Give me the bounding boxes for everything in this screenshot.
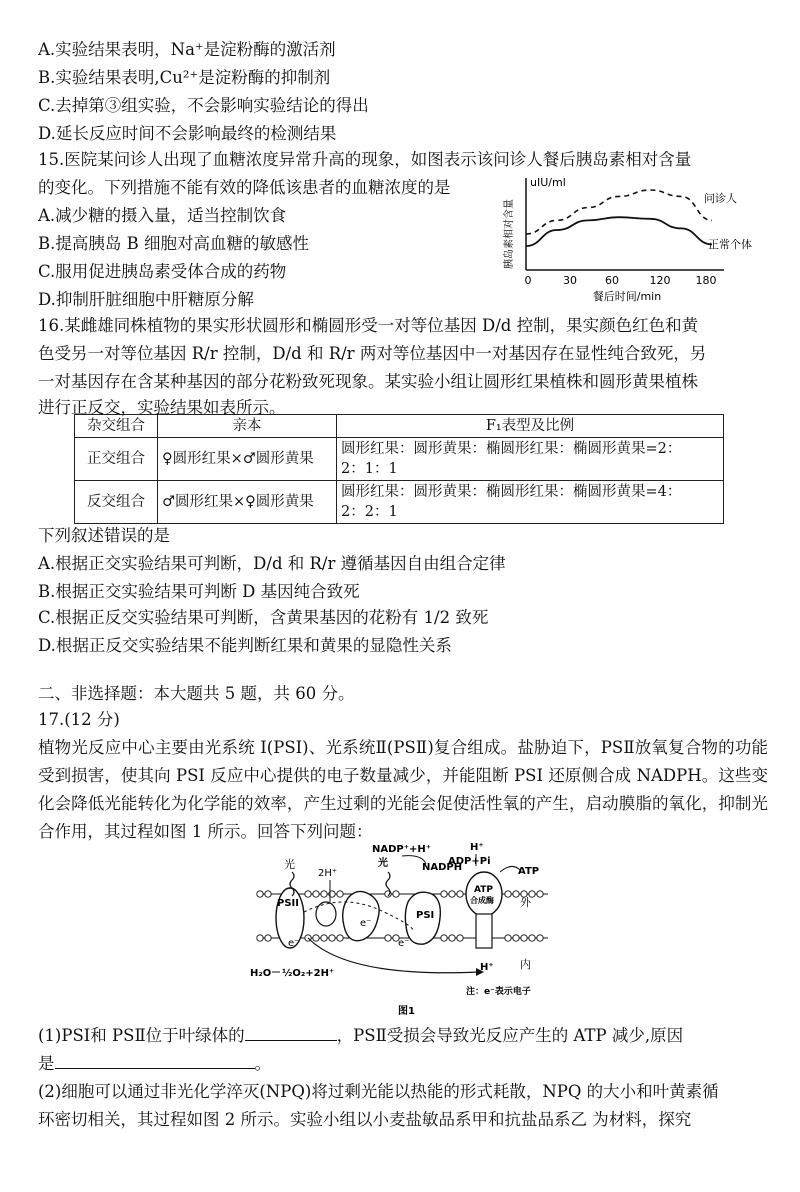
lipid-head	[449, 891, 455, 897]
q16-prompt: 下列叙述错误的是	[38, 526, 170, 545]
lipid-head	[521, 935, 527, 941]
table-header: 亲本	[158, 415, 337, 438]
table-cell-parents: ♂圆形红果×♀圆形黄果	[158, 481, 337, 524]
q17-1-text-b: ，PSⅡ受损会导致光反应产生的 ATP 减少,原因	[336, 1026, 684, 1045]
lipid-head	[441, 935, 447, 941]
figure-note: 注：e⁻表示电子	[466, 987, 531, 997]
nadp-label: NADP⁺+H⁺	[372, 844, 432, 855]
hplus-top-label: H⁺	[470, 842, 484, 853]
lipid-head	[265, 935, 271, 941]
plastoquinone	[316, 902, 336, 926]
q14-option-a: A.实验结果表明，Na⁺是淀粉酶的激活剂	[38, 40, 336, 59]
result-line: 圆形红果：圆形黄果：椭圆形红果：椭圆形黄果=4：	[341, 484, 682, 500]
adp-label: ADP+Pi	[448, 856, 491, 867]
legend-patient: 问诊人	[704, 192, 737, 205]
psi-label: PSI	[416, 910, 435, 921]
x-tick-label: 180	[695, 274, 717, 287]
chart-ylabel: 胰岛素相对含量	[504, 199, 515, 269]
q17-part2-line2: 环密切相关，其过程如图 2 所示。实验小组以小麦盐敏品系甲和抗盐品系乙 为材料，探究	[38, 1110, 692, 1129]
lipid-head	[313, 891, 319, 897]
q16-option-c: C.根据正反交实验结果可判断，含黄果基因的花粉有 1/2 致死	[38, 608, 489, 627]
lipid-head	[313, 935, 319, 941]
lipid-head	[257, 891, 263, 897]
q16-stem-line4: 进行正反交，实验结果如表所示。	[38, 398, 286, 417]
result-line: 2：1：1	[341, 461, 398, 477]
inner-label: 内	[520, 958, 531, 971]
lipid-head	[529, 935, 535, 941]
answer-blank-1[interactable]	[245, 1022, 337, 1041]
x-tick-label: 60	[605, 274, 619, 287]
table-cell-result	[337, 438, 724, 481]
q15-option-a: A.减少糖的摄入量，适当控制饮食	[38, 206, 287, 225]
table-cell-combo: 反交组合	[75, 481, 158, 524]
section2-title: 二、非选择题：本大题共 5 题，共 60 分。	[38, 684, 355, 703]
q14-option-d: D.延长反应时间不会影响最终的检测结果	[38, 124, 337, 143]
lipid-head	[537, 891, 543, 897]
lipid-head	[457, 935, 463, 941]
x-tick-label: 0	[524, 274, 532, 287]
lipid-head	[385, 935, 391, 941]
series-patient-line	[526, 190, 712, 234]
psii-label: PSII	[277, 898, 299, 909]
electron-label-3: e⁻	[398, 938, 410, 949]
h-top-label: 2H⁺	[318, 868, 338, 879]
q15-option-c: C.服用促进胰岛素受体合成的药物	[38, 262, 287, 281]
q16-option-a: A.根据正交实验结果可判断，D/d 和 R/r 遵循基因自由组合定律	[38, 554, 506, 573]
hplus-bottom-label: H⁺	[480, 962, 494, 973]
q17-head: 17.(12 分)	[38, 710, 120, 729]
q17-part1-line2	[38, 1050, 271, 1078]
atp-synthase-label-1: ATP	[474, 885, 494, 895]
insulin-chart	[492, 172, 762, 306]
lipid-head	[505, 891, 511, 897]
lipid-head	[393, 891, 399, 897]
q17-1-text-c: 是	[38, 1054, 55, 1073]
table-header-row	[75, 415, 724, 438]
lipid-head	[337, 935, 343, 941]
light-label-2: 光	[378, 858, 388, 869]
chart-yunit: uIU/ml	[530, 176, 566, 189]
atp-out-label: ATP	[518, 866, 540, 877]
table-header: F₁表型及比例	[337, 415, 724, 438]
series-normal-line	[526, 217, 712, 246]
table-cell-combo: 正交组合	[75, 438, 158, 481]
q17-part1-line1	[38, 1022, 683, 1050]
answer-blank-2[interactable]	[55, 1050, 255, 1069]
lipid-head	[337, 891, 343, 897]
light-label-1: 光	[284, 858, 295, 871]
lipid-head	[265, 891, 271, 897]
figure-caption: 图1	[398, 1006, 415, 1017]
table-cell-result	[337, 481, 724, 524]
q17-1-text-d: 。	[254, 1054, 271, 1073]
q16-option-b: B.根据正交实验结果可判断 D 基因纯合致死	[38, 582, 360, 601]
q16-stem-line1: 16.某雌雄同株植物的果实形状圆形和椭圆形受一对等位基因 D/d 控制，果实颜色红色和黄	[38, 316, 699, 335]
lipid-head	[513, 935, 519, 941]
atp-synthase-label-2: 合成酶	[470, 896, 494, 905]
lipid-head	[537, 935, 543, 941]
q17-1-text-a: (1)PSⅠ和 PSⅡ位于叶绿体的	[38, 1026, 245, 1045]
result-line: 2：2：1	[341, 504, 398, 520]
legend-normal: 正常个体	[708, 238, 752, 251]
lipid-head	[457, 891, 463, 897]
cross-table	[74, 414, 724, 524]
x-tick-label: 30	[563, 274, 577, 287]
q14-option-c: C.去掉第③组实验，不会影响实验结论的得出	[38, 96, 369, 115]
lipid-head	[329, 935, 335, 941]
outer-label: 外	[520, 896, 531, 909]
q17-intro: 植物光反应中心主要由光系统 I(PSI)、光系统Ⅱ(PSⅡ)复合组成。盐胁迫下，PSⅡ放氧复合物的功能受到损害，使其向 PSI 反应中心提供的电子数量减少，并能阻断 PSI 还原侧合成 NADPH。这些变化会降低光能转化为化学能的效率，产生过剩的光能会促使活性氧的产生，启动膜脂的氧化，抑制光合作用，其过程如图 1 所示。回答下列问题：	[38, 738, 769, 841]
result-line: 圆形红果：圆形黄果：椭圆形红果：椭圆形黄果=2：	[341, 441, 682, 457]
lipid-head	[305, 891, 311, 897]
q15-option-d: D.抑制肝脏细胞中肝糖原分解	[38, 290, 254, 309]
q15-option-b: B.提高胰岛 B 细胞对高血糖的敏感性	[38, 234, 309, 253]
q17-part2-line1: (2)细胞可以通过非光化学淬灭(NPQ)将过剩光能以热能的形式耗散，NPQ 的大小和叶黄素循	[38, 1082, 719, 1101]
q16-stem-line2: 色受另一对等位基因 R/r 控制，D/d 和 R/r 两对等位基因中一对基因存在显性纯合致死，另	[38, 344, 707, 363]
q16-stem-line3: 一对基因存在含某种基因的部分花粉致死现象。某实验小组让圆形红果植株和圆形黄果植株	[38, 372, 698, 391]
cytochrome-complex	[343, 891, 379, 940]
figure1-diagram	[248, 842, 578, 1018]
q14-option-b: B.实验结果表明,Cu²⁺是淀粉酶的抑制剂	[38, 68, 331, 87]
lipid-head	[441, 891, 447, 897]
nadph-label: NADPH	[422, 862, 463, 873]
lipid-head	[513, 891, 519, 897]
lipid-head	[321, 891, 327, 897]
electron-label-1: e⁻	[360, 918, 372, 929]
electron-label-2: e⁻	[288, 938, 300, 949]
atp-arrow	[500, 866, 520, 872]
q16-option-d: D.根据正反交实验结果不能判断红果和黄果的显隐性关系	[38, 636, 452, 655]
water-products: ½O₂+2H⁺	[282, 968, 335, 979]
x-tick-label: 120	[649, 274, 671, 287]
table-row	[75, 481, 724, 524]
chart-xlabel: 餐后时间/min	[592, 290, 662, 303]
lipid-head	[505, 935, 511, 941]
q15-stem-line1: 15.医院某问诊人出现了血糖浓度异常升高的现象，如图表示该问诊人餐后胰岛素相对含量	[38, 150, 692, 169]
table-row	[75, 438, 724, 481]
lipid-head	[449, 935, 455, 941]
atp-synthase-stalk	[476, 914, 492, 948]
water-label: H₂O	[250, 968, 272, 979]
lipid-head	[257, 935, 263, 941]
lipid-head	[321, 935, 327, 941]
q15-stem-line2: 的变化。下列措施不能有效的降低该患者的血糖浓度的是	[38, 178, 451, 197]
table-cell-parents: ♀圆形红果×♂圆形黄果	[158, 438, 337, 481]
table-header: 杂交组合	[75, 415, 158, 438]
